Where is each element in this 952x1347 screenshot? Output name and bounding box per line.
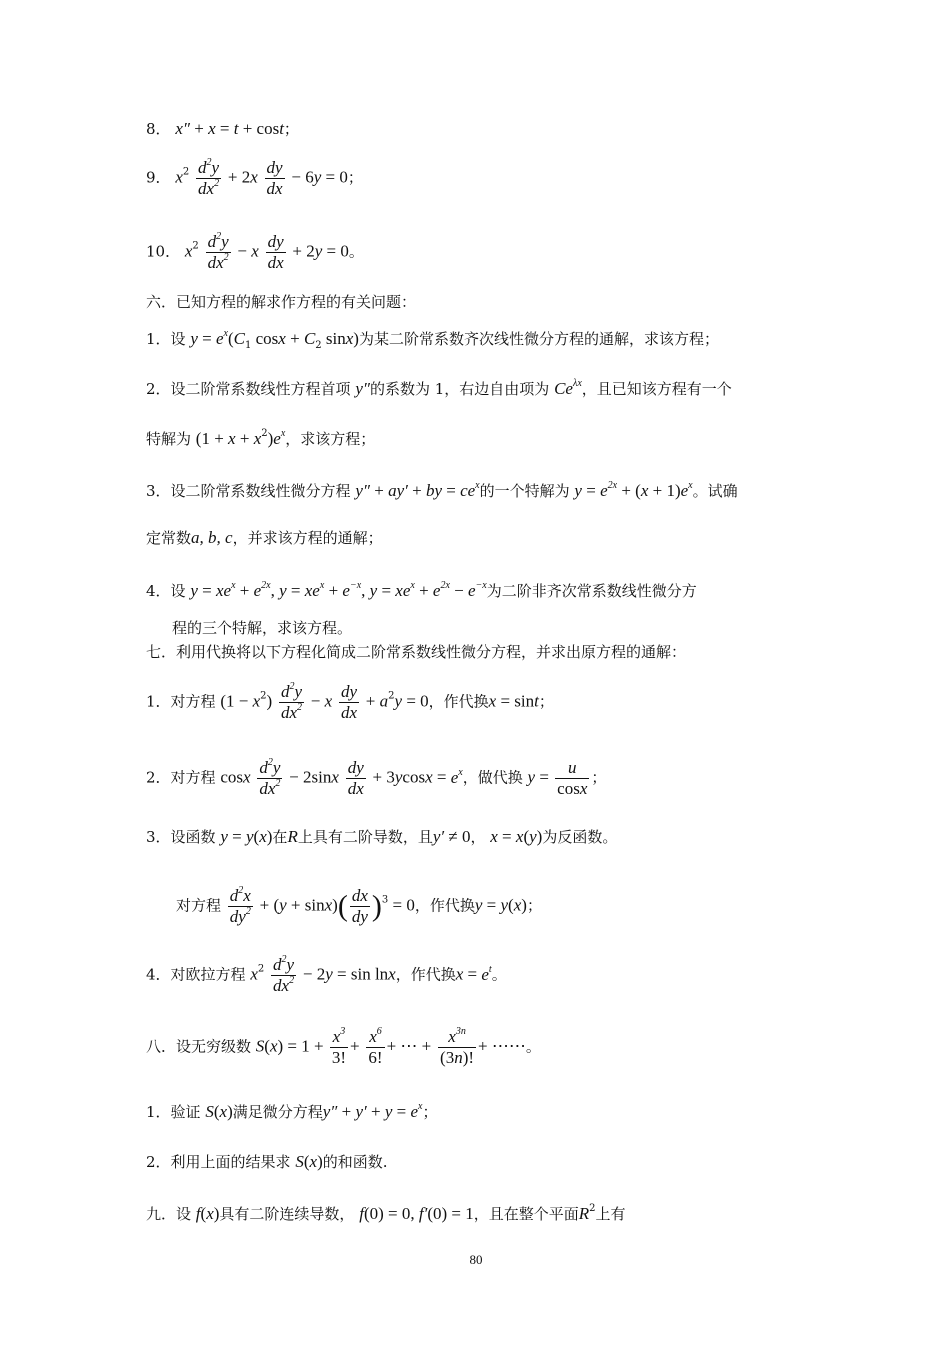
problem-9: 9． $x^2$ $\frac{d^2y}{dx^2}$ + 2x $\frac{dy}{dx}$ − 6y = 0； — [146, 157, 363, 198]
section-7-title: 七．利用代换将以下方程化简成二阶常系数线性微分方程，并求出原方程的通解： — [146, 643, 687, 661]
s8-problem-2: 2．利用上面的结果求 S(x)的和函数. — [146, 1152, 388, 1171]
problem-number: 8． — [146, 120, 171, 138]
s6-problem-2-line-2: 特解为 $(1 + x + x^2)e^x$，求该方程； — [146, 428, 376, 448]
problem-8: 8． x″ + x = t + cost； — [146, 119, 299, 138]
page-number: 80 — [469, 1252, 483, 1267]
problem-10: 10． $x^2$ $\frac{d^2y}{dx^2}$ − x $\frac{dy}{dx}$ + 2y = 0。 — [146, 231, 364, 272]
s6-problem-3: 3．设二阶常系数线性微分方程 y″ + ay′ + by = $ce^x$的一个特解为 $y = e^{2x} + (x + 1)e^x$。试确 — [146, 480, 738, 500]
section-8: 八．设无穷级数 S(x) = 1 + $\frac{x^3}{3!}$ + $\frac{x^6}{6!}$ + ⋯ + $\frac{x^{3n}}{(3n)!}$ + ⋯⋯。 — [146, 1026, 541, 1067]
s6-problem-2: 2．设二阶常系数线性方程首项 y″的系数为 1，右边自由项为 $Ce^{\lambda x}$，且已知该方程有一个 — [146, 378, 732, 398]
section-6-title: 六．已知方程的解求作方程的有关问题： — [146, 293, 417, 311]
s7-problem-3: 3．设函数 y = y(x)在R上具有二阶导数，且y′ ≠ 0， x = x(y)为反函数。 — [146, 827, 618, 846]
s6-problem-4-line-2: 程的三个特解，求该方程。 — [172, 619, 353, 637]
s7-problem-3-line-2: 对方程 $\frac{d^2x}{dy^2}$ + (y + sinx)( $\frac{dx}{dy}$ )$^3$ = 0，作代换y = y(x)； — [176, 885, 542, 926]
equation: x″ — [175, 119, 190, 138]
s7-problem-4: 4．对欧拉方程 $x^2$ $\frac{d^2y}{dx^2}$ − 2y = sin lnx，作代换$x = e^t$。 — [146, 954, 507, 995]
problem-number: 10． — [146, 242, 181, 261]
s8-problem-1: 1．验证 S(x)满足微分方程$y'' + y' + y = e^x$； — [146, 1101, 438, 1121]
problem-number: 9． — [146, 168, 171, 187]
s6-problem-3-line-2: 定常数a, b, c，并求该方程的通解； — [146, 528, 383, 547]
s6-problem-1: 1．设 $y = e^x(C_1$ $\cos x + C_2$ sinx)为某二阶常系数齐次线性微分方程的通解，求该方程； — [146, 328, 719, 351]
section-9: 九．设 f(x)具有二阶连续导数， f(0) = 0, f′(0) = 1，且在整个平面$R^2$上有 — [146, 1203, 626, 1223]
s7-problem-2: 2．对方程 cosx $\frac{d^2y}{dx^2}$ − 2sinx $\frac{dy}{dx}$ + $3ycosx = e^x$，做代换 y = $\frac{u}{\cos x}$ ； — [146, 757, 607, 798]
s7-problem-1: 1．对方程 $(1 - x^2)$ $\frac{d^2y}{dx^2}$ − x $\frac{dy}{dx}$ + $a^2y = 0$，作代换x = sint； — [146, 681, 554, 722]
s6-problem-4: 4．设 $y = xe^x + e^{2x}$, $y = xe^x + e^{-x}$, $y = xe^x + e^{2x} - e^{-x}$为二阶非齐次常系数线性微分方 — [146, 580, 697, 600]
